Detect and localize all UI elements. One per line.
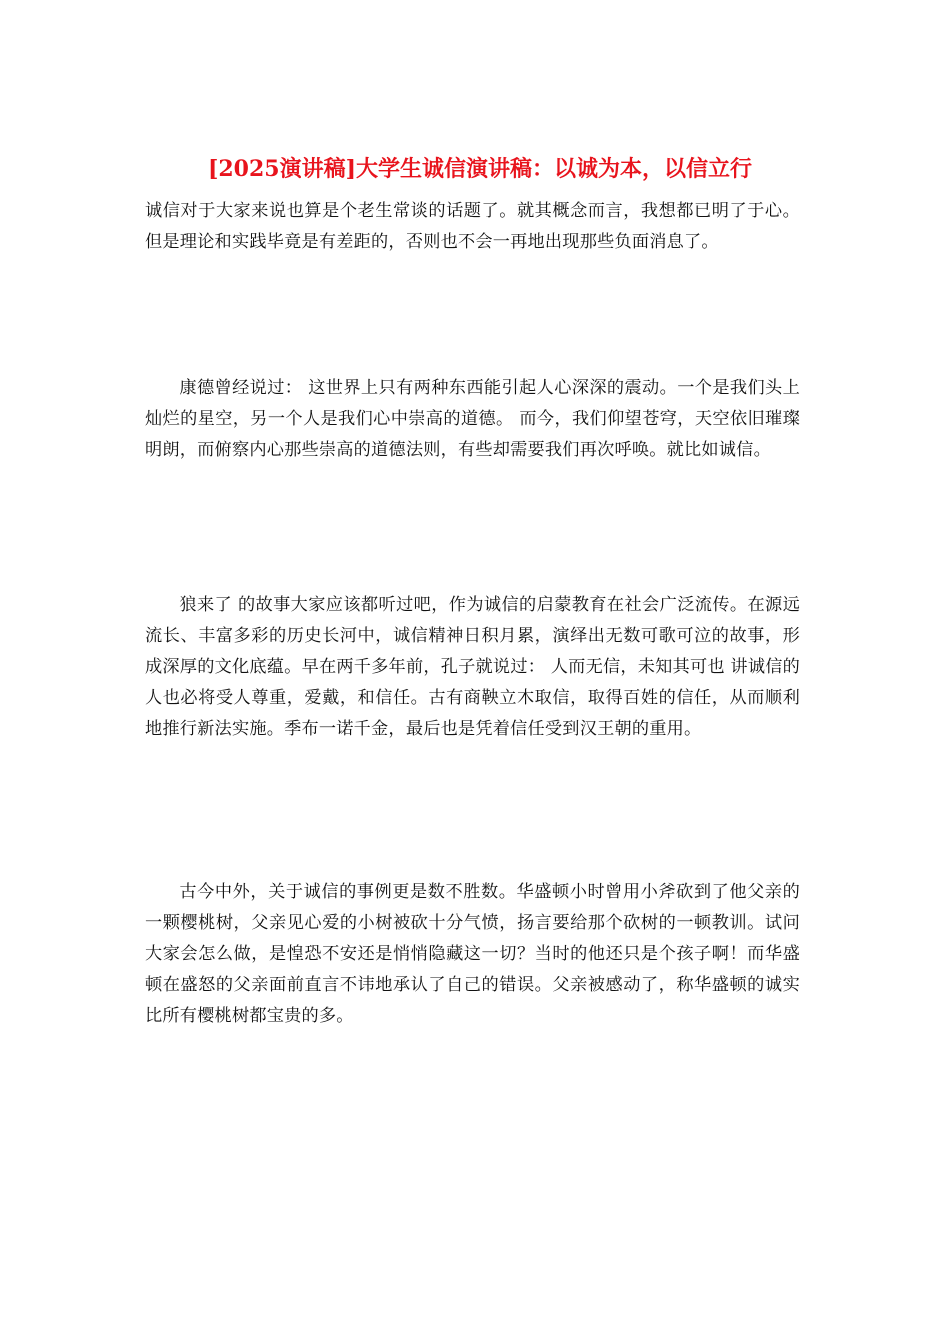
- paragraph-kant: 康德曾经说过： 这世界上只有两种东西能引起人心深深的震动。一个是我们头上灿烂的星空，另一个人是我们心中崇高的道德。 而今，我们仰望苍穹，天空依旧璀璨明朗，而俯察内心那些崇高的道德法则，有些却需要我们再次呼唤。就比如诚信。: [145, 378, 800, 460]
- paragraph-wolf-story: 狼来了 的故事大家应该都听过吧，作为诚信的启蒙教育在社会广泛流传。在源远流长、丰富多彩的历史长河中，诚信精神日积月累，演绎出无数可歌可泣的故事，形成深厚的文化底蕴。早在两千多年前，孔子就说过： 人而无信，未知其可也 讲诚信的人也必将受人尊重，爱戴，和信任。古有商鞅立木取信，取得百姓的信任，从而顺利地推行新法实施。季布一诺千金，最后也是凭着信任受到汉王朝的重用。: [145, 595, 800, 739]
- document-title: [2025演讲稿]大学生诚信演讲稿：以诚为本，以信立行: [207, 156, 753, 182]
- paragraph-intro: 诚信对于大家来说也算是个老生常谈的话题了。就其概念而言，我想都已明了于心。但是理论和实践毕竟是有差距的，否则也不会一再地出现那些负面消息了。: [145, 201, 800, 252]
- paragraph-washington: 古今中外，关于诚信的事例更是数不胜数。华盛顿小时曾用小斧砍到了他父亲的一颗樱桃树，父亲见心爱的小树被砍十分气愤，扬言要给那个砍树的一顿教训。试问大家会怎么做，是惶恐不安还是悄悄隐藏这一切？当时的他还只是个孩子啊！而华盛顿在盛怒的父亲面前直言不讳地承认了自己的错误。父亲被感动了，称华盛顿的诚实比所有樱桃树都宝贵的多。: [145, 882, 800, 1026]
